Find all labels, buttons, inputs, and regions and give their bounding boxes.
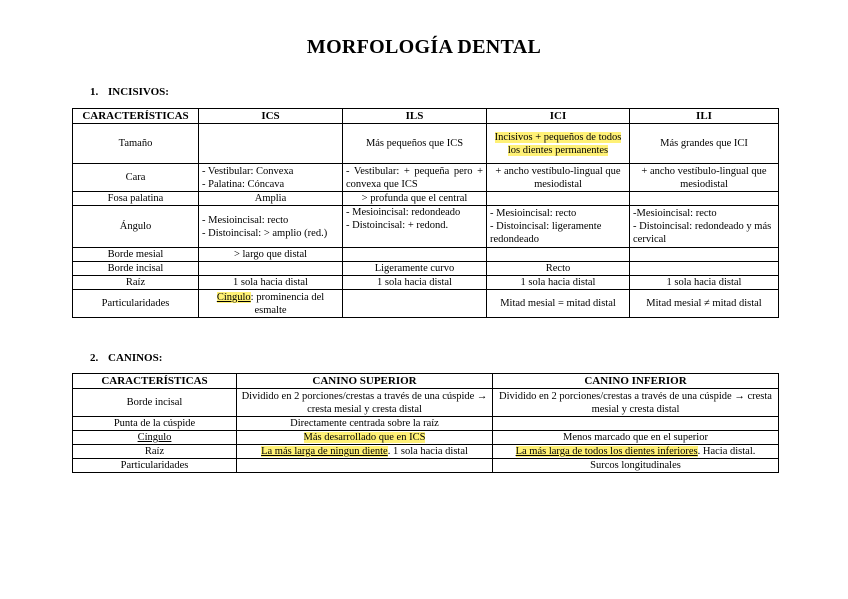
row-label-tamano: Tamaño bbox=[73, 124, 199, 164]
cell-raiz-ils: 1 sola hacia distal bbox=[343, 276, 487, 290]
cell-text: . 1 sola hacia distal bbox=[387, 446, 468, 457]
row-label-raiz: Raíz bbox=[73, 276, 199, 290]
cell-raiz-inf bbox=[493, 445, 779, 459]
cell-cara-ics bbox=[199, 164, 343, 192]
table-row bbox=[73, 206, 779, 248]
table-row bbox=[73, 445, 779, 459]
row-label-borde-mesial: Borde mesial bbox=[73, 248, 199, 262]
header-caracteristicas: CARACTERÍSTICAS bbox=[73, 109, 199, 124]
cell-cara-ili: + ancho vestíbulo-lingual que mesiodistal bbox=[630, 164, 779, 192]
cell-line: - Vestibular: Convexa bbox=[202, 165, 294, 177]
highlight: Incisivos + pequeños de todos los dientes permanentes bbox=[494, 131, 622, 156]
cell-borde-incisal-inf: Dividido en 2 porciones/crestas a través de una cúspide → cresta mesial y cresta distal bbox=[493, 389, 779, 417]
row-label-particularidades: Particularidades bbox=[73, 459, 237, 473]
cell-borde-incisal-ili bbox=[630, 262, 779, 276]
table-row bbox=[73, 459, 779, 473]
cell-line: - Mesioincisal: redondeado bbox=[346, 207, 461, 218]
cell-cingulo-sup bbox=[237, 431, 493, 445]
header-ili: ILI bbox=[630, 109, 779, 124]
row-label-cara: Cara bbox=[73, 164, 199, 192]
highlight: La más larga de ningun diente bbox=[261, 446, 388, 457]
table-row bbox=[73, 192, 779, 206]
row-label-fosa: Fosa palatina bbox=[73, 192, 199, 206]
header-ics: ICS bbox=[199, 109, 343, 124]
row-label-particularidades: Particularidades bbox=[73, 290, 199, 318]
cell-particularidades-ils bbox=[343, 290, 487, 318]
table-row bbox=[73, 431, 779, 445]
cell-angulo-ils bbox=[343, 206, 487, 248]
cell-punta-sup: Directamente centrada sobre la raíz bbox=[237, 417, 493, 431]
row-label-borde-incisal: Borde incisal bbox=[73, 389, 237, 417]
row-label-punta: Punta de la cúspide bbox=[73, 417, 237, 431]
cell-particularidades-inf: Surcos longitudinales bbox=[493, 459, 779, 473]
cell-angulo-ici bbox=[487, 206, 630, 248]
cell-particularidades-ici: Mitad mesial = mitad distal bbox=[487, 290, 630, 318]
header-ils: ILS bbox=[343, 109, 487, 124]
header-ici: ICI bbox=[487, 109, 630, 124]
cell-text: Cíngulo bbox=[137, 432, 172, 443]
section-number: 2. bbox=[90, 352, 99, 364]
cell-punta-inf bbox=[493, 417, 779, 431]
table-row bbox=[73, 389, 779, 417]
cell-borde-incisal-ics bbox=[199, 262, 343, 276]
cell-borde-mesial-ili bbox=[630, 248, 779, 262]
cell-cara-ils: - Vestibular: + pequeña pero + convexa que ICS bbox=[343, 164, 487, 192]
cell-text: : prominencia del esmalte bbox=[250, 291, 325, 316]
cell-fosa-ici bbox=[487, 192, 630, 206]
header-canino-superior: CANINO SUPERIOR bbox=[237, 374, 493, 389]
header-caracteristicas: CARACTERÍSTICAS bbox=[73, 374, 237, 389]
table-row bbox=[73, 124, 779, 164]
highlight: La más larga de todos los dientes inferiores bbox=[515, 446, 698, 457]
cell-cara-ici: + ancho vestíbulo-lingual que mesiodistal bbox=[487, 164, 630, 192]
cell-borde-mesial-ics: > largo que distal bbox=[199, 248, 343, 262]
cell-fosa-ils: > profunda que el central bbox=[343, 192, 487, 206]
section-number: 1. bbox=[90, 86, 99, 98]
cell-text: . Hacia distal. bbox=[697, 446, 756, 457]
page-title: MORFOLOGÍA DENTAL bbox=[306, 36, 542, 58]
cell-particularidades-ili: Mitad mesial ≠ mitad distal bbox=[630, 290, 779, 318]
cell-fosa-ics: Amplia bbox=[199, 192, 343, 206]
section-caninos-heading bbox=[90, 352, 162, 364]
cell-tamano-ils: Más pequeños que ICS bbox=[343, 124, 487, 164]
cell-line: - Palatina: Cóncava bbox=[202, 178, 285, 190]
cell-borde-incisal-sup: Dividido en 2 porciones/crestas a través de una cúspide → cresta mesial y cresta distal bbox=[237, 389, 493, 417]
cell-line: - Distoincisal: > amplio (red.) bbox=[202, 227, 328, 239]
cell-borde-mesial-ici bbox=[487, 248, 630, 262]
cell-line: - Mesioincisal: recto bbox=[202, 214, 289, 226]
cell-borde-incisal-ils: Ligeramente curvo bbox=[343, 262, 487, 276]
caninos-table bbox=[72, 373, 779, 473]
cell-raiz-sup bbox=[237, 445, 493, 459]
cell-line: -Mesioincisal: recto bbox=[633, 208, 717, 219]
highlight: Más desarrollado que en ICS bbox=[303, 432, 426, 443]
table-row bbox=[73, 248, 779, 262]
cell-fosa-ili bbox=[630, 192, 779, 206]
table-row bbox=[73, 290, 779, 318]
table-row bbox=[73, 262, 779, 276]
row-label-cingulo bbox=[73, 431, 237, 445]
cell-angulo-ics bbox=[199, 206, 343, 248]
cell-raiz-ili: 1 sola hacia distal bbox=[630, 276, 779, 290]
section-title: INCISIVOS: bbox=[108, 86, 169, 98]
cell-particularidades-ics bbox=[199, 290, 343, 318]
cell-line: - Distoincisal: redondeado y más cervical bbox=[633, 221, 772, 245]
cell-cingulo-inf: Menos marcado que en el superior bbox=[493, 431, 779, 445]
cell-line: - Distoincisal: + redond. bbox=[346, 220, 449, 231]
cell-raiz-ici: 1 sola hacia distal bbox=[487, 276, 630, 290]
table-row bbox=[73, 164, 779, 192]
cell-raiz-ics: 1 sola hacia distal bbox=[199, 276, 343, 290]
cell-particularidades-sup bbox=[237, 459, 493, 473]
cell-tamano-ics bbox=[199, 124, 343, 164]
row-label-raiz: Raíz bbox=[73, 445, 237, 459]
table-header-row bbox=[73, 374, 779, 389]
table-header-row bbox=[73, 109, 779, 124]
cell-line: - Mesioincisal: recto bbox=[490, 208, 577, 219]
cell-tamano-ili: Más grandes que ICI bbox=[630, 124, 779, 164]
table-row bbox=[73, 417, 779, 431]
cell-borde-incisal-ici: Recto bbox=[487, 262, 630, 276]
table-row bbox=[73, 276, 779, 290]
cell-tamano-ici bbox=[487, 124, 630, 164]
row-label-borde-incisal: Borde incisal bbox=[73, 262, 199, 276]
cell-borde-mesial-ils bbox=[343, 248, 487, 262]
section-title: CANINOS: bbox=[108, 352, 163, 364]
cell-angulo-ili bbox=[630, 206, 779, 248]
incisivos-table bbox=[72, 108, 779, 318]
section-incisivos-heading bbox=[90, 86, 169, 98]
cell-line: - Distoincisal: ligeramente redondeado bbox=[490, 221, 602, 245]
row-label-angulo: Ángulo bbox=[73, 206, 199, 248]
highlight: Cíngulo bbox=[216, 291, 251, 303]
header-canino-inferior: CANINO INFERIOR bbox=[493, 374, 779, 389]
